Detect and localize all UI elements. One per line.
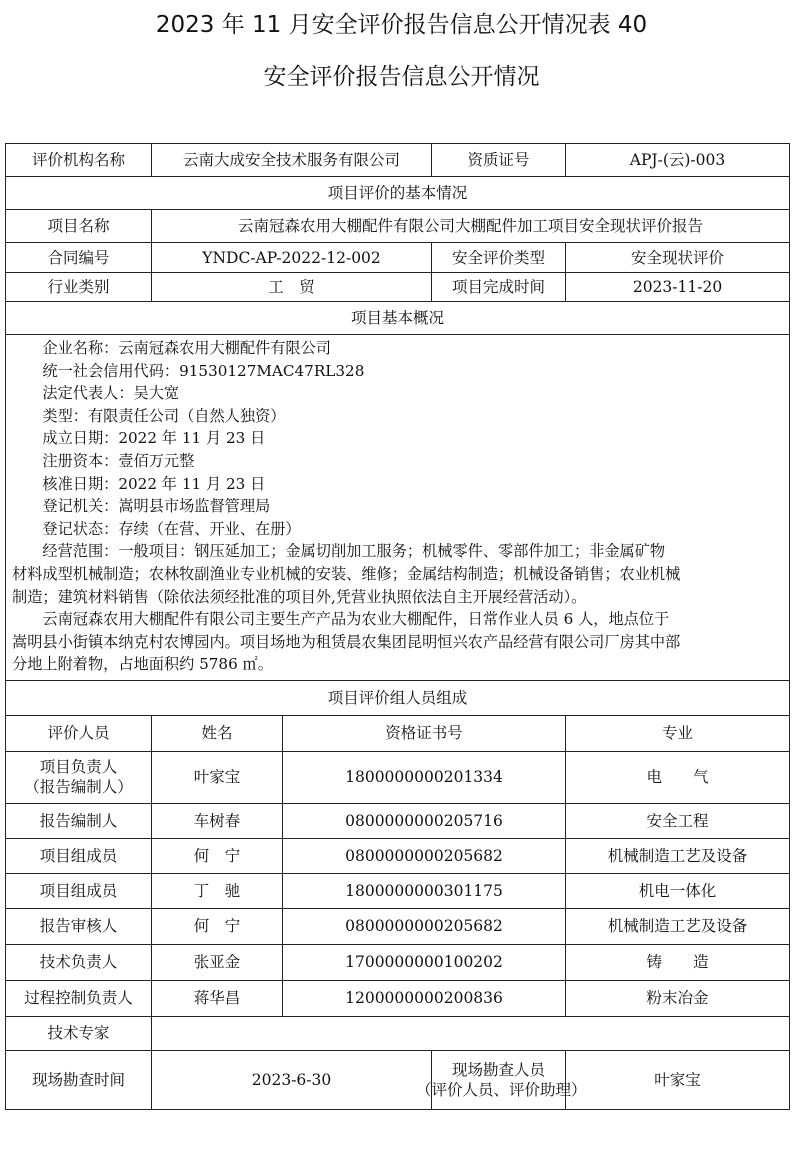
disclosure-table [5,143,790,1110]
team-major: 安全工程 [566,803,790,838]
contract-value: YNDC-AP-2022-12-002 [152,243,432,273]
company-desc-line: 云南冠森农用大棚配件有限公司主要生产产品为农业大棚配件，日常作业人员 6 人，地点位于 [42,610,670,629]
team-row [6,803,790,838]
team-name: 蒋华昌 [152,980,283,1016]
overview-line: 企业名称：云南冠森农用大棚配件有限公司 [42,339,331,357]
project-name-row [6,210,790,243]
team-cert: 0800000000205716 [283,803,566,838]
company-desc-line: 嵩明县小街镇本纳克村农博园内。项目场地为租赁晨农集团昆明恒兴农产品经营有限公司厂房其中部 [12,632,681,651]
overview-line: 类型：有限责任公司（自然人独资） [42,406,286,425]
team-role: 项目组成员 [6,838,152,873]
overview-title: 项目基本概况 [6,302,790,335]
org-label: 评价机构名称 [6,144,152,177]
team-role: 报告审核人 [6,908,152,944]
team-cert: 1700000000100202 [283,944,566,980]
team-cert: 1800000000301175 [283,873,566,908]
team-major: 机械制造工艺及设备 [566,908,790,944]
cert-value: APJ-(云)-003 [566,144,790,177]
team-name: 丁 驰 [152,873,283,908]
team-major: 电 气 [566,751,790,803]
team-role: 项目组成员 [6,873,152,908]
expert-row [6,1016,790,1050]
overview-line: 法定代表人：吴大宽 [42,384,180,403]
team-row [6,873,790,908]
team-name: 何 宁 [152,838,283,873]
team-major: 铸 造 [566,944,790,980]
team-major: 机械制造工艺及设备 [566,838,790,873]
completion-value: 2023-11-20 [566,273,790,302]
team-header-role: 评价人员 [6,715,152,751]
basic-section-title: 项目评价的基本情况 [6,177,790,210]
industry-value: 工 贸 [152,273,432,302]
team-section-title: 项目评价组人员组成 [6,680,790,715]
eval-type-label: 安全评价类型 [432,243,566,273]
survey-time-label: 现场勘查时间 [6,1050,152,1109]
survey-staff-label: 现场勘查人员 （评价人员、评价助理） [432,1050,566,1109]
team-role: 过程控制负责人 [6,980,152,1016]
project-name-value: 云南冠森农用大棚配件有限公司大棚配件加工项目安全现状评价报告 [152,210,790,243]
contract-label: 合同编号 [6,243,152,273]
overview-line: 注册资本：壹佰万元整 [42,451,195,470]
team-name: 何 宁 [152,908,283,944]
team-role: 项目负责人 （报告编制人） [6,751,152,803]
team-cert: 1800000000201334 [283,751,566,803]
project-name-label: 项目名称 [6,210,152,243]
survey-time-value: 2023-6-30 [152,1050,432,1109]
team-name: 叶家宝 [152,751,283,803]
expert-value [152,1016,790,1050]
cert-label: 资质证号 [432,144,566,177]
org-row [6,144,790,177]
team-row [6,908,790,944]
team-header-row [6,715,790,751]
industry-label: 行业类别 [6,273,152,302]
overview-line: 成立日期：2022 年 11 月 23 日 [42,429,266,448]
team-row [6,980,790,1016]
survey-staff-value: 叶家宝 [566,1050,790,1109]
overview-line: 登记状态：存续（在营、开业、在册） [42,519,301,538]
document-title: 2023 年 11 月安全评价报告信息公开情况表 40 [155,12,648,38]
team-major: 机电一体化 [566,873,790,908]
team-cert: 0800000000205682 [283,908,566,944]
business-scope-line: 制造；建筑材料销售（除依法须经批准的项目外,凭营业执照依法自主开展经营活动）。 [12,587,587,606]
expert-label: 技术专家 [6,1016,152,1050]
team-name: 张亚金 [152,944,283,980]
industry-row [6,273,790,302]
team-role: 技术负责人 [6,944,152,980]
survey-row [6,1050,790,1109]
overview-line: 核准日期：2022 年 11 月 23 日 [42,474,266,493]
business-scope-line: 经营范围：一般项目：钢压延加工；金属切削加工服务；机械零件、零部件加工；非金属矿物 [42,542,666,561]
business-scope-line: 材料成型机械制造；农林牧副渔业专业机械的安装、维修；金属结构制造；机械设备销售；农业机械 [12,564,681,583]
team-cert: 1200000000200836 [283,980,566,1016]
team-header-cert: 资格证书号 [283,715,566,751]
org-value: 云南大成安全技术服务有限公司 [152,144,432,177]
team-row [6,751,790,803]
team-header-major: 专业 [566,715,790,751]
team-name: 车树春 [152,803,283,838]
overview-line: 登记机关：嵩明县市场监督管理局 [42,497,271,516]
team-major: 粉末冶金 [566,980,790,1016]
completion-label: 项目完成时间 [432,273,566,302]
team-row [6,944,790,980]
overview-line: 统一社会信用代码：91530127MAC47RL328 [42,361,365,380]
company-desc-line: 分地上附着物，占地面积约 5786 ㎡。 [12,655,273,674]
document-subtitle: 安全评价报告信息公开情况 [263,64,540,90]
eval-type-value: 安全现状评价 [566,243,790,273]
team-header-name: 姓名 [152,715,283,751]
team-cert: 0800000000205682 [283,838,566,873]
team-row [6,838,790,873]
contract-row [6,243,790,273]
overview-content [6,335,790,681]
team-role: 报告编制人 [6,803,152,838]
